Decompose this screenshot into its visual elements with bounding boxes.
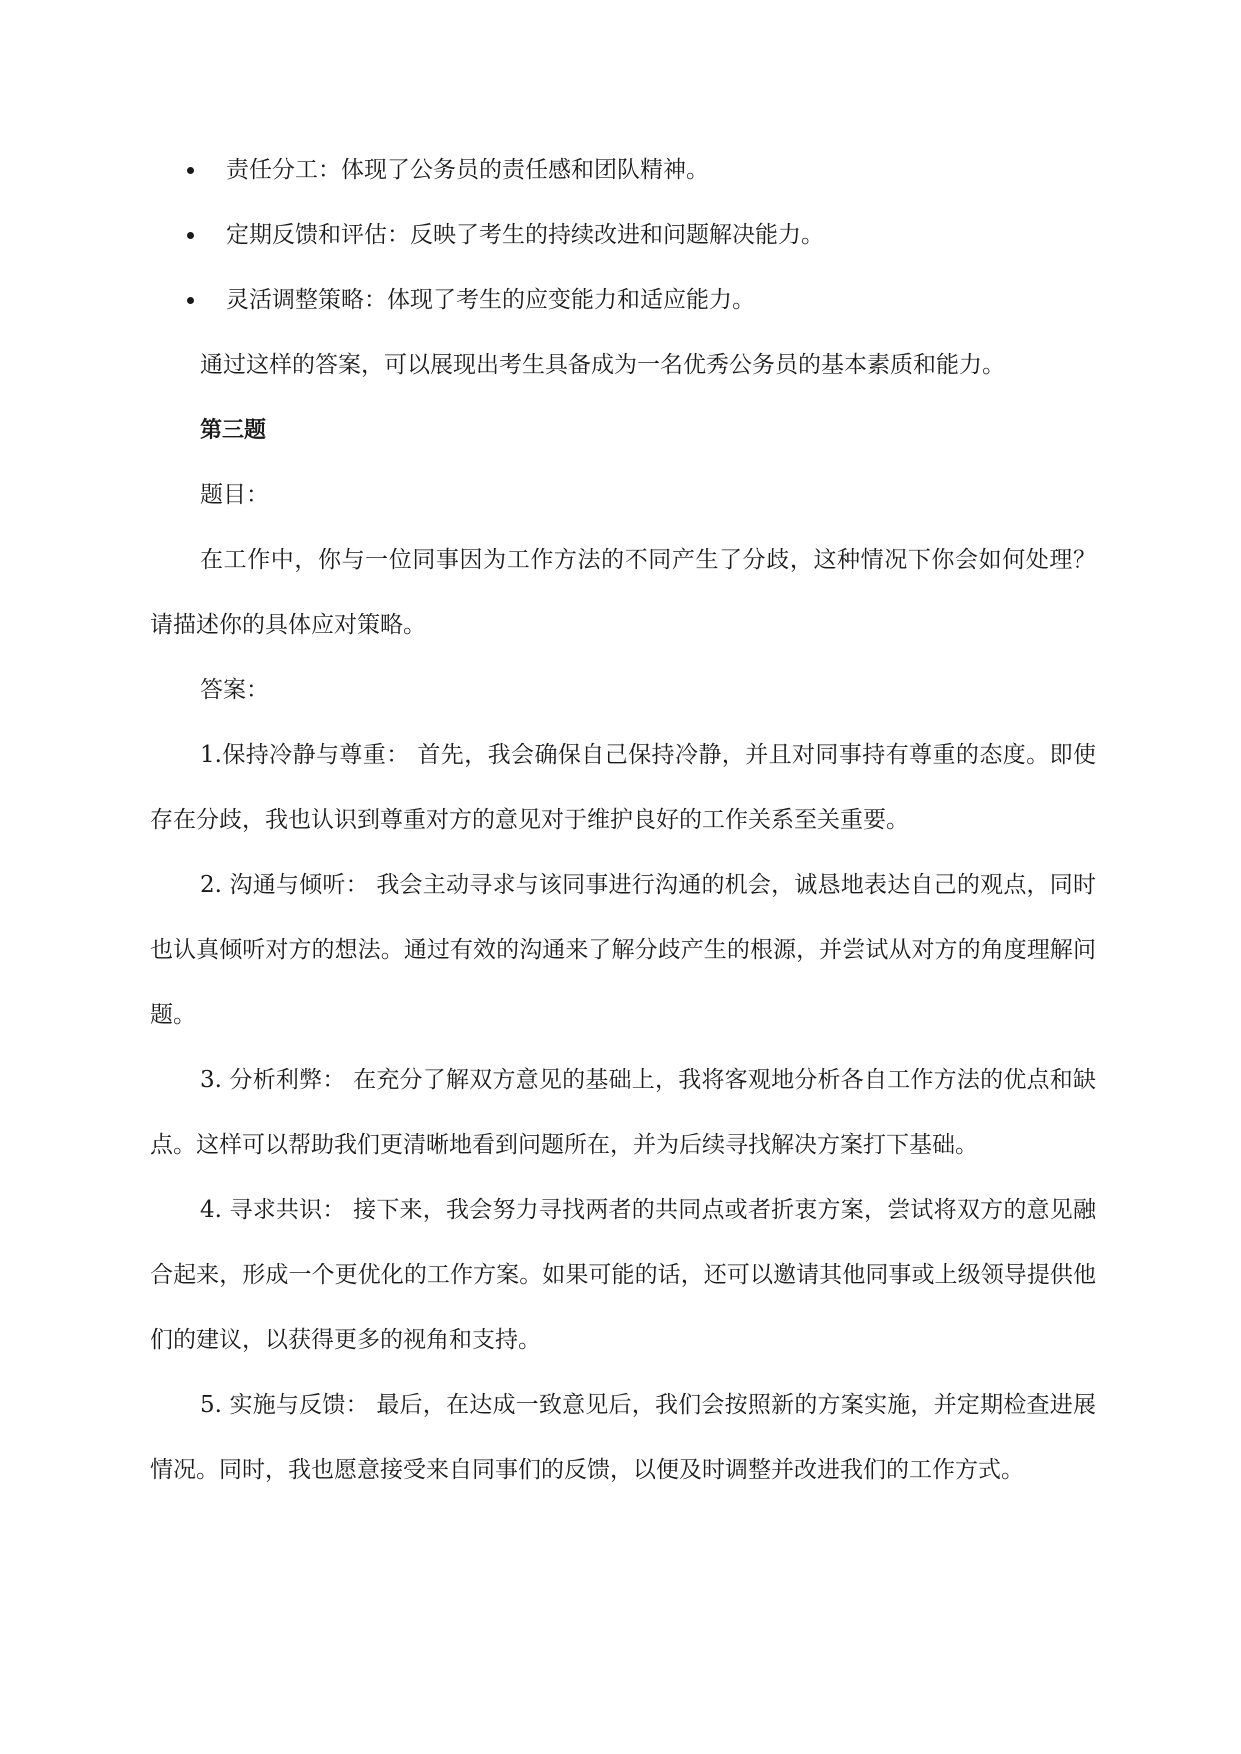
answer-point-5: 5. 实施与反馈： 最后，在达成一致意见后，我们会按照新的方案实施，并定期检查进展情况。同时，我也愿意接受来自同事们的反馈，以便及时调整并改进我们的工作方式。 (150, 1392, 1096, 1483)
question-label: 题目： (200, 482, 269, 508)
question-text: 在工作中，你与一位同事因为工作方法的不同产生了分歧，这种情况下你会如何处理？请描述你的具体应对策略。 (150, 547, 1096, 638)
bullet-text: 灵活调整策略：体现了考生的应变能力和适应能力。 (226, 287, 755, 313)
answer-point-3: 3. 分析利弊： 在充分了解双方意见的基础上，我将客观地分析各自工作方法的优点和缺点。这样可以帮助我们更清晰地看到问题所在，并为后续寻找解决方案打下基础。 (150, 1067, 1096, 1158)
bullet-text: 责任分工：体现了公务员的责任感和团队精神。 (226, 157, 709, 183)
bullet-item (150, 138, 1096, 203)
answer-point-1: 1.保持冷静与尊重： 首先，我会确保自己保持冷静，并且对同事持有尊重的态度。即使存在分歧，我也认识到尊重对方的意见对于维护良好的工作关系至关重要。 (150, 742, 1096, 833)
summary-paragraph: 通过这样的答案，可以展现出考生具备成为一名优秀公务员的基本素质和能力。 (200, 352, 1005, 378)
bullet-text: 定期反馈和评估：反映了考生的持续改进和问题解决能力。 (226, 222, 824, 248)
answer-point-2: 2. 沟通与倾听： 我会主动寻求与该同事进行沟通的机会，诚恳地表达自己的观点，同时也认真倾听对方的想法。通过有效的沟通来了解分歧产生的根源，并尝试从对方的角度理解问题。 (150, 872, 1096, 1028)
bullet-dot-icon (187, 232, 194, 239)
bullet-item (150, 268, 1096, 333)
bullet-item (150, 203, 1096, 268)
document-page (150, 138, 1096, 1503)
answer-label: 答案： (200, 677, 269, 703)
summary-bullet-list (150, 138, 1096, 333)
answer-point-4: 4. 寻求共识： 接下来，我会努力寻找两者的共同点或者折衷方案，尝试将双方的意见融合起来，形成一个更优化的工作方案。如果可能的话，还可以邀请其他同事或上级领导提供他们的建议，以获得更多的视角和支持。 (150, 1197, 1096, 1353)
section-title: 第三题 (200, 418, 267, 443)
bullet-dot-icon (187, 167, 194, 174)
bullet-dot-icon (187, 297, 194, 304)
